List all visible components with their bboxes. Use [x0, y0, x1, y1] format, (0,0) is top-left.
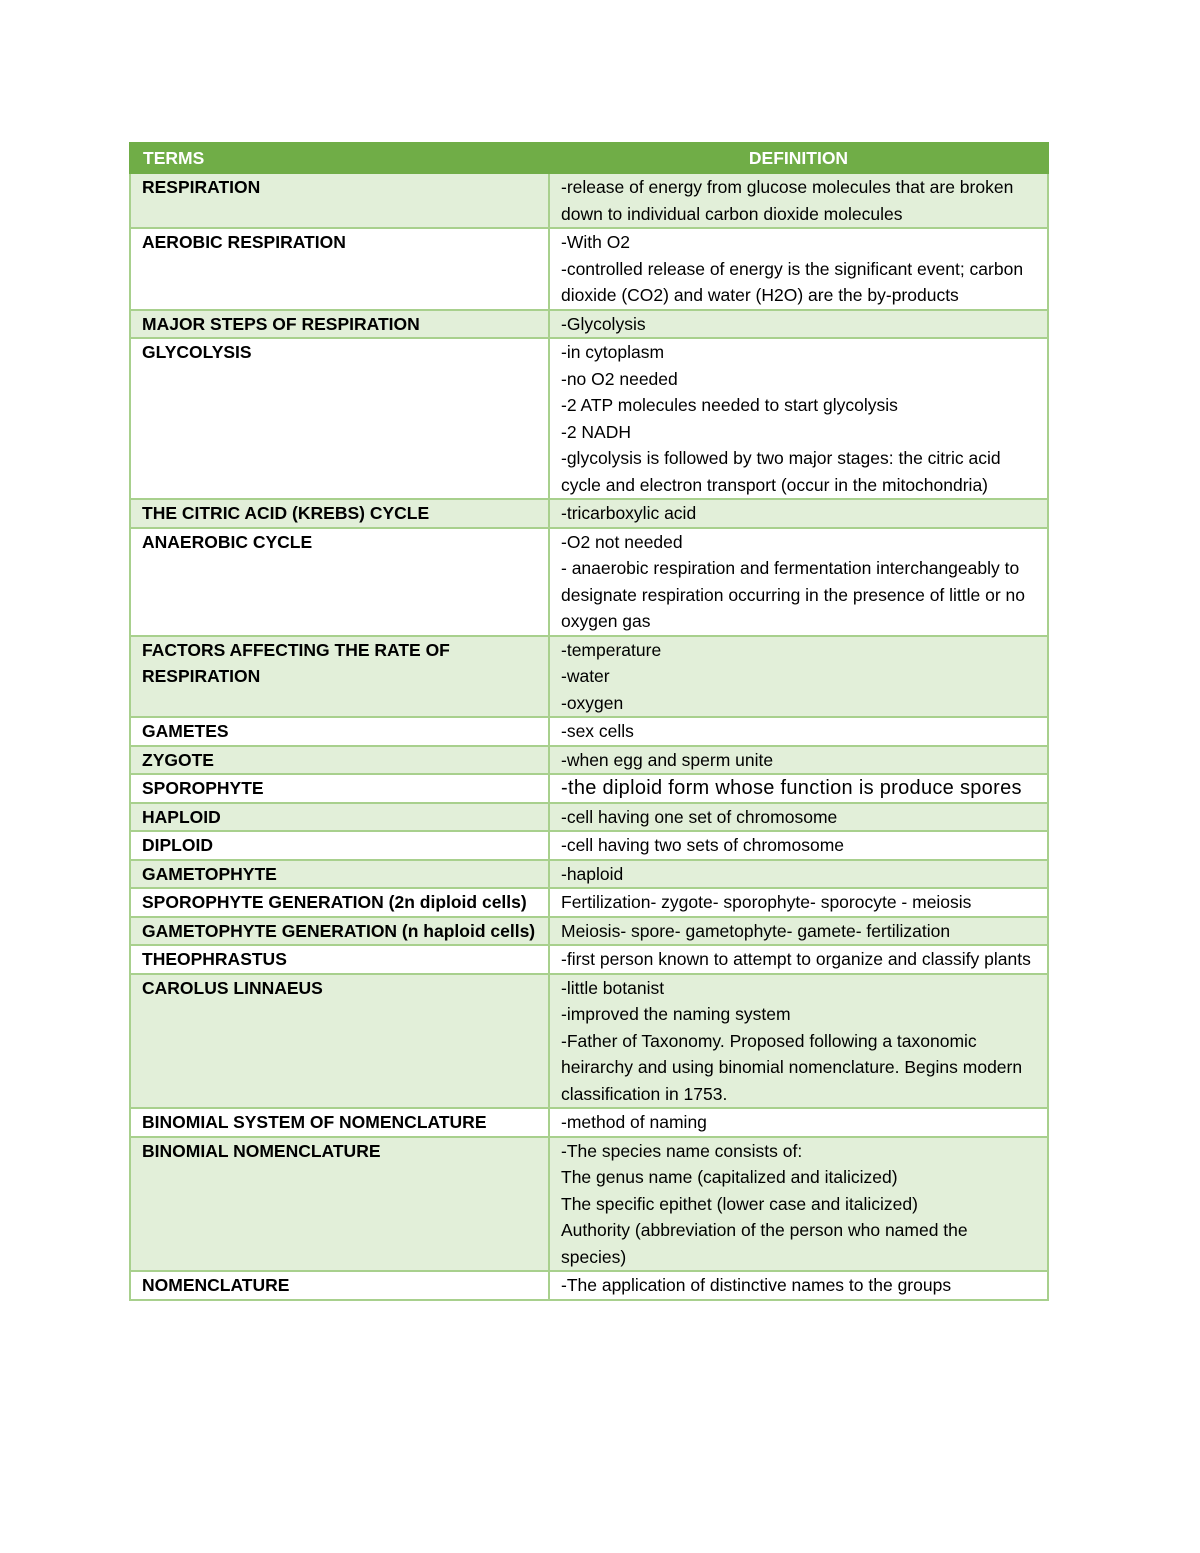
definition-cell	[549, 228, 1048, 310]
term-cell: ANAEROBIC CYCLE	[130, 528, 549, 636]
definition-line: -glycolysis is followed by two major stages: the citric acid cycle and electron transport (occur in the mitochondria)	[561, 448, 1001, 495]
definition-cell	[549, 717, 1048, 746]
term-cell: BINOMIAL SYSTEM OF NOMENCLATURE	[130, 1108, 549, 1137]
definition-cell	[549, 774, 1048, 803]
definition-cell	[549, 917, 1048, 946]
definition-line: -haploid	[561, 863, 624, 884]
table-row	[130, 945, 1048, 974]
definition-line: -tricarboxylic acid	[561, 503, 697, 523]
term-cell: CAROLUS LINNAEUS	[130, 974, 549, 1109]
definition-cell	[549, 1108, 1048, 1137]
table-row	[130, 888, 1048, 917]
definition-cell	[549, 528, 1048, 636]
definition-line: -in cytoplasm	[561, 342, 665, 362]
definition-line: -cell having one set of chromosome	[561, 806, 838, 827]
definition-cell	[549, 974, 1048, 1109]
definition-line: - anaerobic respiration and fermentation interchangeably to designate respiration occurring in the presence of little or no oxygen gas	[561, 558, 1026, 631]
term-cell: FACTORS AFFECTING THE RATE OF RESPIRATION	[130, 636, 549, 718]
definition-line: -cell having two sets of chromosome	[561, 835, 845, 855]
term-cell: BINOMIAL NOMENCLATURE	[130, 1137, 549, 1272]
definition-cell	[549, 173, 1048, 228]
definition-line: -oxygen	[561, 692, 624, 713]
definition-cell	[549, 746, 1048, 775]
definition-line: -O2 not needed	[561, 531, 683, 552]
definition-cell	[549, 1271, 1048, 1300]
definition-line: -With O2	[561, 232, 631, 252]
term-cell: RESPIRATION	[130, 173, 549, 228]
definition-line: The genus name (capitalized and italicized)	[561, 1167, 898, 1187]
definition-line: -the diploid form whose function is produce spores	[561, 777, 1022, 799]
definition-cell	[549, 636, 1048, 718]
table-row	[130, 803, 1048, 832]
table-row	[130, 1271, 1048, 1300]
term-cell: GLYCOLYSIS	[130, 338, 549, 499]
definition-line: -little botanist	[561, 977, 665, 998]
term-cell: DIPLOID	[130, 831, 549, 860]
definition-line: Fertilization- zygote- sporophyte- sporocyte - meiosis	[561, 892, 972, 912]
definition-cell	[549, 1137, 1048, 1272]
table-row	[130, 1137, 1048, 1272]
terms-column-header: TERMS	[130, 143, 549, 173]
table-row	[130, 173, 1048, 228]
definition-line: -controlled release of energy is the significant event; carbon dioxide (CO2) and water (H2O) are the by-products	[561, 258, 1024, 305]
table-row	[130, 917, 1048, 946]
term-cell: GAMETOPHYTE	[130, 860, 549, 889]
definition-line: -2 ATP molecules needed to start glycolysis	[561, 395, 898, 415]
definition-line: -no O2 needed	[561, 368, 678, 389]
definition-cell	[549, 310, 1048, 339]
table-row	[130, 860, 1048, 889]
term-cell: NOMENCLATURE	[130, 1271, 549, 1300]
table-row	[130, 746, 1048, 775]
definition-cell	[549, 945, 1048, 974]
term-cell: AEROBIC RESPIRATION	[130, 228, 549, 310]
definition-line: -temperature	[561, 639, 662, 660]
table-row	[130, 831, 1048, 860]
table-row	[130, 338, 1048, 499]
definition-line: -2 NADH	[561, 421, 632, 442]
definition-cell	[549, 499, 1048, 528]
definition-line: Meiosis- spore- gametophyte- gamete- fertilization	[561, 920, 951, 941]
table-row	[130, 310, 1048, 339]
definition-line: Authority (abbreviation of the person who named the species)	[561, 1220, 968, 1267]
term-cell: THE CITRIC ACID (KREBS) CYCLE	[130, 499, 549, 528]
term-cell: THEOPHRASTUS	[130, 945, 549, 974]
definition-cell	[549, 338, 1048, 499]
table-body	[130, 173, 1048, 1300]
definition-line: -first person known to attempt to organize and classify plants	[561, 949, 1031, 969]
table-row	[130, 974, 1048, 1109]
table-row	[130, 636, 1048, 718]
term-cell: GAMETOPHYTE GENERATION (n haploid cells)	[130, 917, 549, 946]
term-cell: SPOROPHYTE GENERATION (2n diploid cells)	[130, 888, 549, 917]
table-header-row	[130, 143, 1048, 173]
definition-line: -sex cells	[561, 721, 634, 741]
table-row	[130, 499, 1048, 528]
definition-line: The specific epithet (lower case and italicized)	[561, 1193, 918, 1214]
table-row	[130, 228, 1048, 310]
term-cell: HAPLOID	[130, 803, 549, 832]
definition-line: -Father of Taxonomy. Proposed following a taxonomic heirarchy and using binomial nomenclature. Begins modern classification in 1753.	[561, 1030, 1023, 1104]
term-cell: SPOROPHYTE	[130, 774, 549, 803]
definition-line: -when egg and sperm unite	[561, 749, 774, 770]
table-row	[130, 717, 1048, 746]
definition-line: -method of naming	[561, 1112, 707, 1132]
term-cell: MAJOR STEPS OF RESPIRATION	[130, 310, 549, 339]
definition-line: -The species name consists of:	[561, 1140, 803, 1161]
definition-line: -release of energy from glucose molecules that are broken down to individual carbon dioxide molecules	[561, 177, 1014, 224]
definition-cell	[549, 888, 1048, 917]
table-row	[130, 774, 1048, 803]
table-row	[130, 1108, 1048, 1137]
definition-column-header: DEFINITION	[549, 143, 1048, 173]
term-cell: ZYGOTE	[130, 746, 549, 775]
table-row	[130, 528, 1048, 636]
definition-line: -The application of distinctive names to the groups	[561, 1275, 952, 1295]
definition-line: -improved the naming system	[561, 1004, 791, 1024]
definition-cell	[549, 831, 1048, 860]
terms-definition-table	[129, 142, 1049, 1301]
definition-cell	[549, 803, 1048, 832]
definition-line: -water	[561, 666, 610, 686]
definition-line: -Glycolysis	[561, 313, 646, 334]
term-cell: GAMETES	[130, 717, 549, 746]
definition-cell	[549, 860, 1048, 889]
